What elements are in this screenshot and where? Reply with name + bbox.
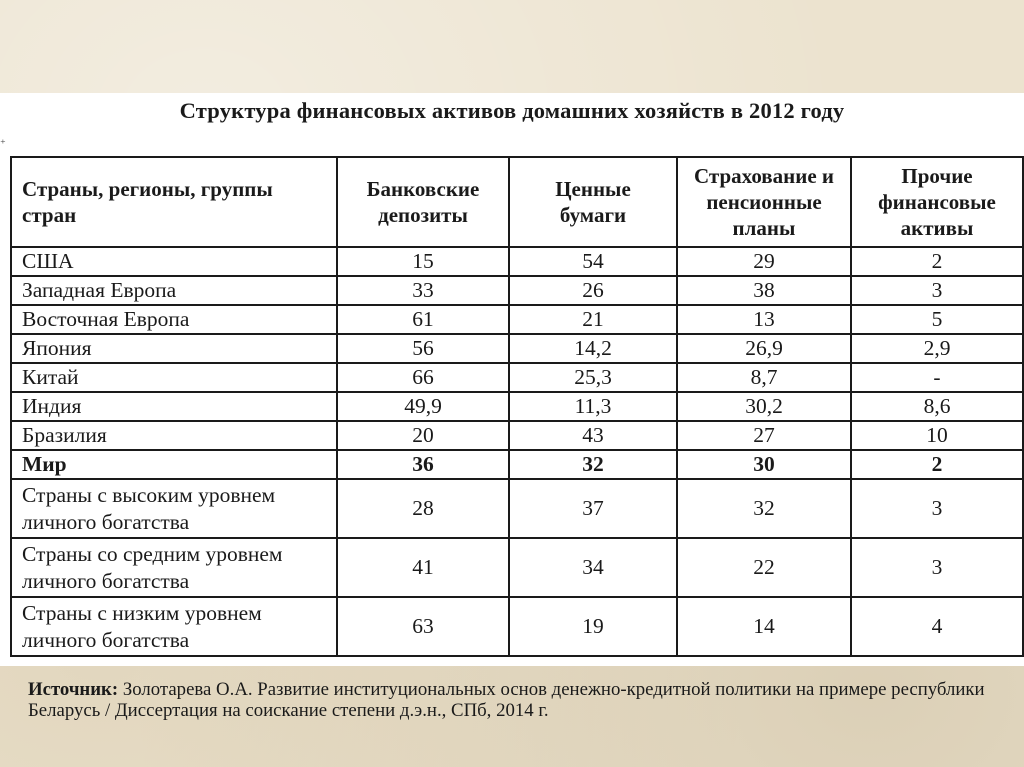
cell-bank-deposits: 36 [337,450,509,479]
header-insurance-pensions: Страхование и пенсионные планы [677,157,851,247]
cell-other-assets: 5 [851,305,1023,334]
cell-insurance-pensions: 27 [677,421,851,450]
financial-assets-table [10,156,1024,657]
row-label: США [11,247,337,276]
cell-insurance-pensions: 29 [677,247,851,276]
cell-other-assets: - [851,363,1023,392]
cell-insurance-pensions: 38 [677,276,851,305]
cell-other-assets: 2,9 [851,334,1023,363]
cell-insurance-pensions: 32 [677,479,851,538]
row-label: Страны с низким уровнем личного богатства [11,597,337,656]
table-row [11,479,1023,538]
cell-other-assets: 3 [851,276,1023,305]
row-label: Мир [11,450,337,479]
source-text: Золотарева О.А. Развитие институциональных основ денежно-кредитной политики на примере республики Беларусь / Диссертация на соискание степени д.э.н., СПб, 2014 г. [28,679,985,721]
source-label: Источник: [28,679,119,700]
cell-insurance-pensions: 8,7 [677,363,851,392]
header-region: Страны, регионы, группы стран [11,157,337,247]
cell-insurance-pensions: 13 [677,305,851,334]
table-row [11,334,1023,363]
cell-securities: 54 [509,247,677,276]
cell-securities: 11,3 [509,392,677,421]
table-row-total [11,450,1023,479]
cell-other-assets: 2 [851,247,1023,276]
table-row [11,305,1023,334]
cell-bank-deposits: 49,9 [337,392,509,421]
cell-other-assets: 10 [851,421,1023,450]
cell-bank-deposits: 15 [337,247,509,276]
cell-insurance-pensions: 30 [677,450,851,479]
header-other-assets: Прочие финансовые активы [851,157,1023,247]
header-securities: Ценные бумаги [509,157,677,247]
table-row [11,597,1023,656]
row-label: Индия [11,392,337,421]
cell-securities: 26 [509,276,677,305]
table-row [11,421,1023,450]
row-label: Страны со средним уровнем личного богатства [11,538,337,597]
cell-securities: 37 [509,479,677,538]
table-row [11,276,1023,305]
cell-other-assets: 8,6 [851,392,1023,421]
cell-other-assets: 3 [851,479,1023,538]
cell-securities: 25,3 [509,363,677,392]
row-label: Бразилия [11,421,337,450]
cell-insurance-pensions: 30,2 [677,392,851,421]
cell-securities: 43 [509,421,677,450]
source-note [28,679,1018,721]
cell-other-assets: 3 [851,538,1023,597]
table-title: Структура финансовых активов домашних хозяйств в 2012 году [179,98,845,123]
row-label: Страны с высоким уровнем личного богатства [11,479,337,538]
row-label: Восточная Европа [11,305,337,334]
table-header-row [11,157,1023,247]
cell-bank-deposits: 33 [337,276,509,305]
table-row [11,363,1023,392]
cell-securities: 19 [509,597,677,656]
table-handle-icon: ⁺ [0,138,6,150]
header-bank-deposits: Банковские депозиты [337,157,509,247]
cell-securities: 21 [509,305,677,334]
cell-insurance-pensions: 22 [677,538,851,597]
cell-bank-deposits: 66 [337,363,509,392]
cell-other-assets: 4 [851,597,1023,656]
row-label: Китай [11,363,337,392]
cell-securities: 14,2 [509,334,677,363]
table-row [11,247,1023,276]
cell-securities: 34 [509,538,677,597]
cell-bank-deposits: 63 [337,597,509,656]
cell-bank-deposits: 56 [337,334,509,363]
cell-bank-deposits: 61 [337,305,509,334]
cell-other-assets: 2 [851,450,1023,479]
cell-insurance-pensions: 26,9 [677,334,851,363]
table-row [11,392,1023,421]
cell-insurance-pensions: 14 [677,597,851,656]
row-label: Япония [11,334,337,363]
row-label: Западная Европа [11,276,337,305]
cell-bank-deposits: 41 [337,538,509,597]
cell-bank-deposits: 28 [337,479,509,538]
cell-securities: 32 [509,450,677,479]
table-row [11,538,1023,597]
cell-bank-deposits: 20 [337,421,509,450]
